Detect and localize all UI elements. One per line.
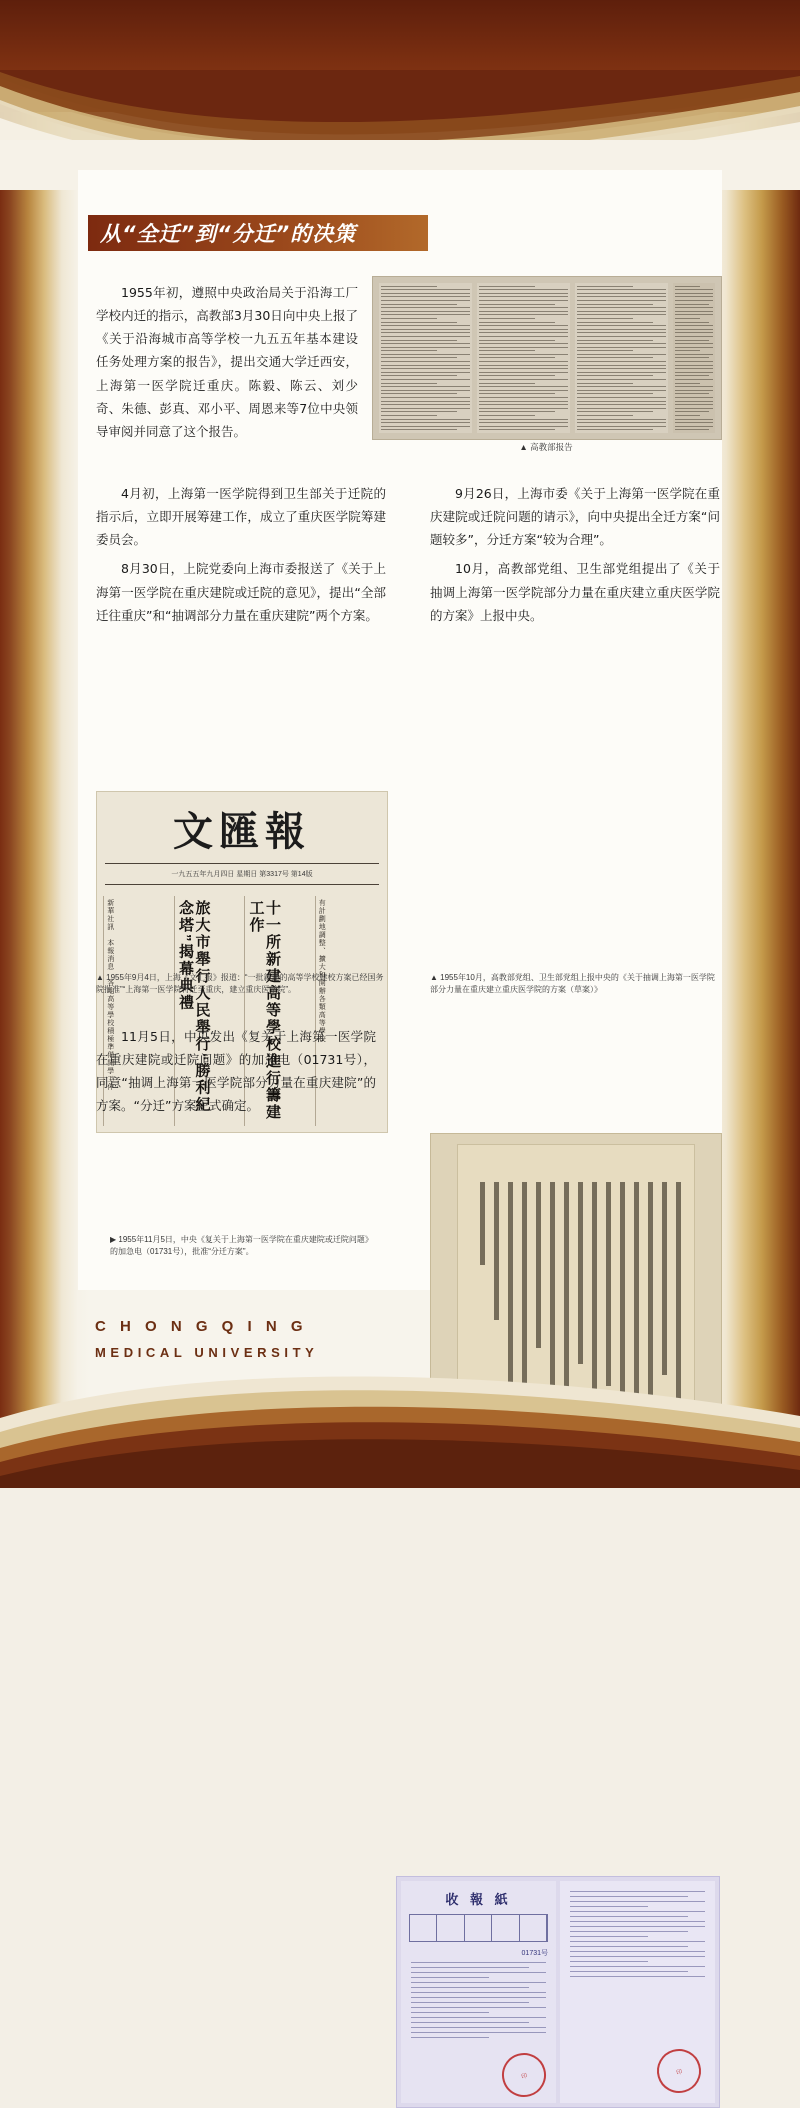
doc-text-line [577, 289, 666, 290]
doc-column [673, 283, 715, 433]
doc-text-line [675, 361, 713, 362]
doc-text-line [479, 404, 568, 405]
doc-text-line [479, 350, 535, 351]
doc-text-line [479, 390, 568, 391]
doc-text-line [479, 408, 568, 409]
doc-text-line [675, 307, 713, 308]
doc-text-line [577, 361, 666, 362]
doc-text-line [479, 354, 568, 355]
doc-text-line [675, 375, 709, 376]
doc-text-line [479, 397, 568, 398]
telegram-sheet-left [401, 1881, 556, 2103]
doc-text-line [381, 411, 457, 412]
doc-text-line [675, 386, 713, 387]
doc-text-line [381, 401, 470, 402]
doc-text-line [381, 372, 470, 373]
doc-text-line [577, 329, 666, 330]
wordmark-line-2: MEDICAL UNIVERSITY [95, 1345, 515, 1360]
doc-text-line [675, 368, 713, 369]
doc-column [575, 283, 668, 433]
doc-text-line [577, 325, 666, 326]
doc-text-line [675, 289, 713, 290]
doc-text-line [381, 368, 470, 369]
newspaper-meta [105, 863, 379, 885]
doc-text-line [381, 343, 470, 344]
paragraph-2b: 8月30日，上院党委向上海市委报送了《关于上海第一医学院在重庆建院或迁院的意见》，提出“全部迁往重庆”和“抽调部分力量在重庆建院”两个方案。 [96, 557, 386, 626]
doc-text-line [381, 293, 470, 294]
doc-text-line [675, 322, 709, 323]
paragraph-block-2 [96, 482, 386, 633]
paragraph-3b: 10月，高教部党组、卫生部党组提出了《关于抽调上海第一医学院部分力量在重庆建立重庆医学院的方案》上报中央。 [430, 557, 720, 626]
doc-text-line [577, 343, 666, 344]
doc-text-line [479, 419, 568, 420]
doc-text-line [479, 322, 555, 323]
doc-text-line [381, 329, 470, 330]
doc-text-line [675, 390, 713, 391]
figure-4-caption: ▶ 1955年11月5日，中央《复关于上海第一医学院在重庆建院或迁院问题》的加急电（01731号），批准“分迁方案”。 [110, 1234, 380, 1258]
doc-text-line [479, 347, 568, 348]
doc-text-line [381, 311, 470, 312]
doc-text-line [577, 300, 666, 301]
doc-text-line [479, 289, 568, 290]
doc-text-line [675, 408, 713, 409]
doc-text-line [381, 325, 470, 326]
figure-1-columns [379, 283, 715, 433]
wordmark-line-1: C H O N G Q I N G [95, 1318, 515, 1335]
doc-text-line [381, 426, 470, 427]
doc-text-line [381, 289, 470, 290]
doc-text-line [675, 354, 713, 355]
red-seal-stamp: 印 [652, 2044, 706, 2098]
doc-text-line [381, 386, 470, 387]
doc-text-line [675, 286, 700, 287]
doc-text-line [381, 404, 470, 405]
doc-text-line [381, 383, 437, 384]
doc-text-line [479, 411, 555, 412]
doc-text-line [479, 401, 568, 402]
doc-text-line [675, 332, 713, 333]
doc-text-line [577, 332, 666, 333]
doc-text-line [577, 293, 666, 294]
figure-1-caption: ▲ 高教部报告 [372, 441, 720, 453]
doc-text-line [577, 426, 666, 427]
doc-text-line [577, 296, 666, 297]
doc-text-line [381, 397, 470, 398]
doc-text-line [381, 318, 437, 319]
doc-text-line [675, 404, 713, 405]
doc-text-line [479, 286, 535, 287]
doc-text-line [675, 293, 713, 294]
doc-text-line [479, 314, 568, 315]
page-title: 从“全迁”到“分迁”的决策 [88, 218, 356, 248]
doc-text-line [577, 286, 633, 287]
doc-text-line [381, 361, 470, 362]
doc-text-line [577, 404, 666, 405]
doc-text-line [479, 296, 568, 297]
doc-text-line [479, 307, 568, 308]
doc-text-line [675, 401, 713, 402]
doc-text-line [381, 347, 470, 348]
paragraph-2a: 4月初，上海第一医学院得到卫生部关于迁院的指示后，立即开展筹建工作，成立了重庆医学院筹建委员会。 [96, 482, 386, 551]
doc-text-line [479, 311, 568, 312]
doc-text-line [479, 386, 568, 387]
newspaper-side-text: 新華社訊 本報消息 各地高等學校積極準備開學工作 [104, 896, 115, 1094]
doc-text-line [577, 411, 653, 412]
doc-text-line [479, 383, 535, 384]
doc-text-line [479, 329, 568, 330]
doc-text-line [577, 397, 666, 398]
doc-text-line [381, 375, 457, 376]
doc-text-line [381, 296, 470, 297]
doc-text-line [577, 314, 666, 315]
doc-text-line [479, 340, 555, 341]
doc-text-line [577, 390, 666, 391]
doc-text-line [381, 390, 470, 391]
telegram-sheet-right [560, 1881, 715, 2103]
doc-text-line [577, 354, 666, 355]
doc-text-line [381, 322, 457, 323]
form-cell [492, 1915, 519, 1941]
doc-text-line [577, 393, 653, 394]
doc-text-line [577, 304, 653, 305]
doc-text-line [675, 357, 709, 358]
doc-text-line [675, 426, 713, 427]
doc-text-line [675, 372, 713, 373]
doc-text-line [577, 318, 633, 319]
doc-text-line [479, 343, 568, 344]
doc-text-line [479, 357, 555, 358]
doc-text-line [577, 375, 653, 376]
newspaper-headline-2: 有計劃地調整、擴大和開辦各類高等學校 [316, 896, 327, 1046]
doc-text-line [577, 401, 666, 402]
doc-text-line [675, 350, 700, 351]
paragraph-3a: 9月26日，上海市委《关于上海第一医学院在重庆建院或迁院问题的请示》，向中央提出全迁方案“问题较多”，分迁方案“较为合理”。 [430, 482, 720, 551]
doc-text-line [577, 307, 666, 308]
doc-text-line [577, 372, 666, 373]
doc-text-line [675, 314, 713, 315]
doc-text-line [675, 422, 713, 423]
section-title-bar [88, 215, 428, 251]
doc-text-line [479, 336, 568, 337]
figure-telegram-document [396, 1876, 720, 2108]
doc-text-line [577, 368, 666, 369]
doc-text-line [577, 311, 666, 312]
paragraph-4: 11月5日，中央发出《复关于上海第一医学院在重庆建院或迁院问题》的加急电（01731号），同意“抽调上海第一医学院部分力量在重庆建院”的方案。“分迁”方案正式确定。 [96, 1025, 376, 1118]
doc-text-line [479, 422, 568, 423]
telegram-form-title: 收 報 紙 [401, 1889, 556, 1908]
doc-text-line [479, 379, 568, 380]
doc-text-line [479, 304, 555, 305]
newspaper-masthead: 文匯報 [97, 792, 387, 857]
doc-text-line [577, 365, 666, 366]
doc-text-line [479, 415, 535, 416]
doc-text-line [577, 429, 653, 430]
figure-2-caption: ▲ 1955年9月4日，上海《文汇报》报道：“一批新建的高等学校建校方案已经国务院批准”“上海第一医学院将迁至重庆，建立重庆医学院”。 [96, 972, 388, 996]
form-cell [465, 1915, 492, 1941]
doc-text-line [577, 422, 666, 423]
doc-text-line [381, 300, 470, 301]
doc-text-line [675, 343, 713, 344]
bottom-swoosh-decoration [0, 1298, 800, 1488]
doc-text-line [675, 340, 709, 341]
doc-text-line [675, 429, 709, 430]
paragraph-block-1 [96, 281, 358, 449]
doc-text-line [381, 314, 470, 315]
doc-text-line [675, 325, 713, 326]
doc-text-line [479, 325, 568, 326]
doc-text-line [675, 379, 713, 380]
doc-text-line [381, 419, 470, 420]
form-cell [437, 1915, 464, 1941]
doc-text-line [381, 354, 470, 355]
doc-text-line [577, 340, 653, 341]
doc-text-line [381, 365, 470, 366]
doc-text-line [381, 350, 437, 351]
doc-text-line [675, 397, 713, 398]
doc-text-line [675, 300, 713, 301]
doc-text-line [479, 300, 568, 301]
doc-text-line [381, 429, 457, 430]
telegram-code: 01731号 [409, 1948, 548, 1958]
newspaper-headline-1: 十一所新建高等學校進行籌建工作 [245, 896, 282, 1126]
doc-text-line [381, 340, 457, 341]
doc-text-line [479, 318, 535, 319]
doc-text-line [381, 379, 470, 380]
doc-text-line [381, 393, 457, 394]
newspaper-meta-text: 一九五五年九月四日 星期日 第3317号 第14版 [171, 869, 312, 879]
doc-text-line [381, 286, 437, 287]
paragraph-block-4 [96, 1025, 376, 1124]
doc-text-line [675, 419, 713, 420]
doc-text-line [577, 350, 633, 351]
doc-text-line [577, 419, 666, 420]
doc-text-line [381, 332, 470, 333]
doc-text-line [381, 415, 437, 416]
paragraph-1: 1955年初，遵照中央政治局关于沿海工厂学校内迁的指示，高教部3月30日向中央上报了《关于沿海城市高等学校一九五五年基本建设任务处理方案的报告》，提出交通大学迁西安，上海第一医学院迁重庆。陈毅、陈云、刘少奇、朱德、彭真、邓小平、周恩来等7位中央领导审阅并同意了这个报告。 [96, 281, 358, 443]
doc-text-line [479, 372, 568, 373]
doc-text-line [675, 311, 713, 312]
form-cell [410, 1915, 437, 1941]
doc-text-line [381, 408, 470, 409]
doc-text-line [381, 422, 470, 423]
doc-text-line [479, 429, 555, 430]
doc-text-line [675, 347, 713, 348]
doc-text-line [479, 332, 568, 333]
doc-column [379, 283, 472, 433]
doc-text-line [675, 393, 709, 394]
doc-text-line [479, 293, 568, 294]
doc-text-line [577, 379, 666, 380]
doc-text-line [675, 336, 713, 337]
figure-gaojiaobu-report [372, 276, 722, 440]
doc-text-line [577, 408, 666, 409]
doc-column [477, 283, 570, 433]
doc-text-line [479, 393, 555, 394]
doc-text-line [479, 375, 555, 376]
doc-text-line [479, 365, 568, 366]
paragraph-block-3 [430, 482, 720, 633]
doc-text-line [675, 365, 713, 366]
doc-text-line [577, 322, 653, 323]
doc-text-line [577, 383, 633, 384]
doc-text-line [577, 336, 666, 337]
doc-text-line [577, 386, 666, 387]
doc-text-line [675, 318, 700, 319]
doc-text-line [675, 304, 709, 305]
doc-text-line [381, 357, 457, 358]
doc-text-line [577, 415, 633, 416]
doc-text-line [381, 307, 470, 308]
form-cell [520, 1915, 547, 1941]
doc-text-line [577, 347, 666, 348]
doc-text-line [381, 304, 457, 305]
red-seal-stamp: 印 [497, 2048, 551, 2102]
doc-text-line [675, 411, 709, 412]
doc-text-line [675, 415, 700, 416]
doc-text-line [479, 368, 568, 369]
telegram-form-grid [409, 1914, 548, 1942]
figure-3-caption: ▲ 1955年10月，高教部党组、卫生部党组上报中央的《关于抽调上海第一医学院部分力量在重庆建立重庆医学院的方案（草案）》 [430, 972, 722, 996]
newspaper-headline-3: 旅大市舉行人民舉行“勝利紀念塔”揭幕典禮 [175, 896, 212, 1126]
doc-text-line [479, 426, 568, 427]
doc-text-line [675, 296, 713, 297]
doc-text-line [381, 336, 470, 337]
doc-text-line [577, 357, 653, 358]
doc-text-line [675, 383, 700, 384]
doc-text-line [479, 361, 568, 362]
doc-text-line [675, 329, 713, 330]
